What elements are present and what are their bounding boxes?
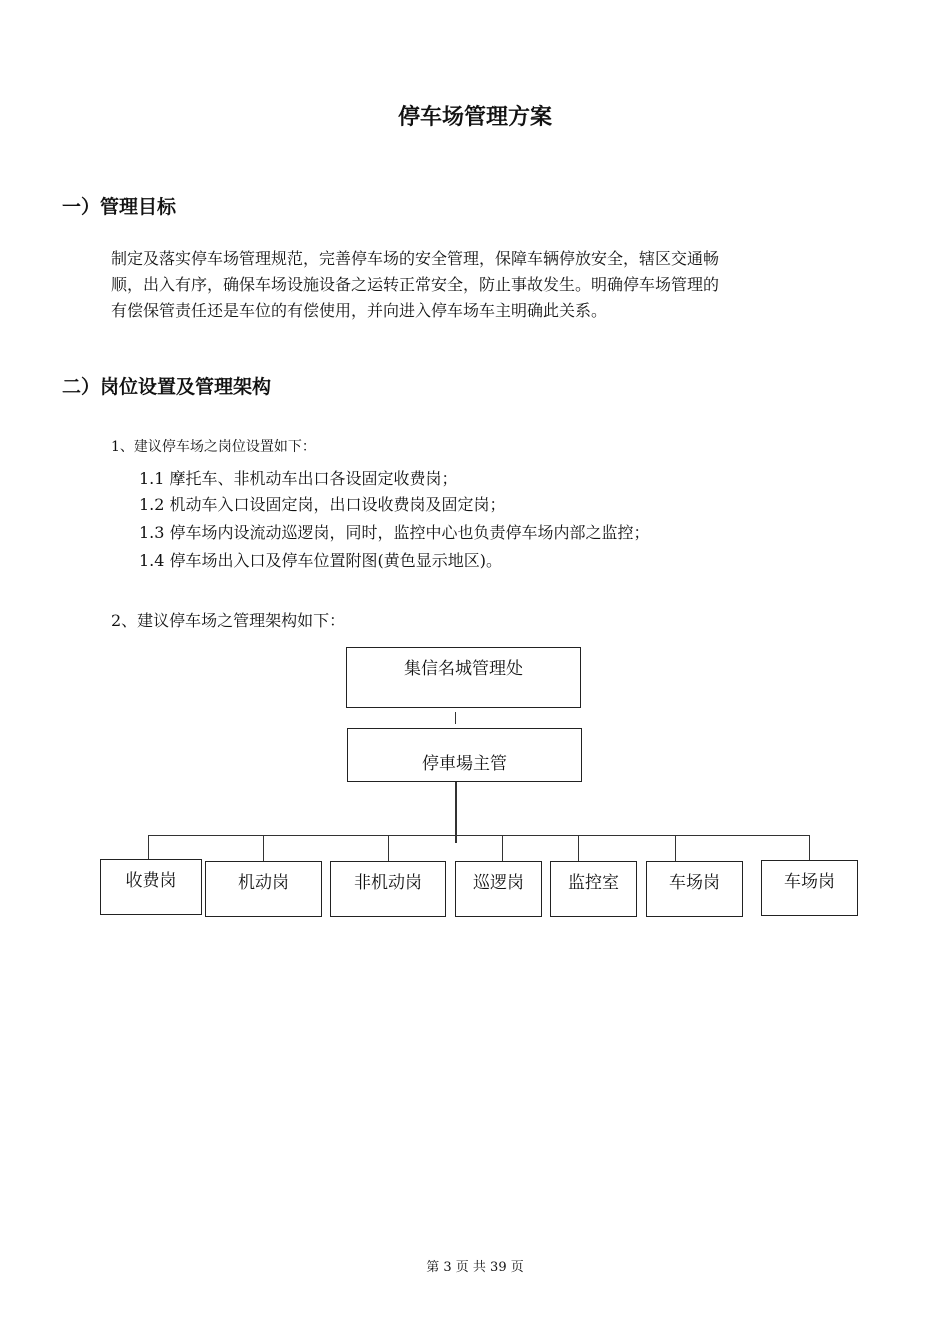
list-item: 1.1 摩托车、非机动车出口各设固定收费岗；	[139, 469, 458, 488]
connector-drop	[502, 835, 503, 861]
org-node-nonmotor-post	[330, 861, 446, 917]
connector-drop	[809, 835, 810, 860]
list-item: 1.3 停车场内设流动巡逻岗，同时，监控中心也负责停车场内部之监控；	[139, 523, 650, 542]
connector-bus	[148, 835, 810, 836]
org-node-label: 车场岗	[784, 872, 835, 892]
connector-drop	[578, 835, 579, 861]
org-node-toll-post	[100, 859, 202, 915]
connector-drop	[388, 835, 389, 861]
connector-mid-bus	[455, 781, 457, 843]
subheading-structure: 2、建议停车场之管理架构如下：	[111, 611, 346, 630]
connector-drop	[148, 835, 149, 859]
list-item: 1.4 停车场出入口及停车位置附图(黄色显示地区)。	[139, 551, 503, 570]
org-node-monitor-room	[550, 861, 637, 917]
org-node-label: 非机动岗	[354, 873, 422, 893]
page-footer: 第 3 页 共 39 页	[426, 1260, 524, 1275]
org-node-label: 机动岗	[238, 873, 289, 893]
org-node-label: 监控室	[568, 873, 619, 893]
connector-drop	[675, 835, 676, 861]
section-heading-goals: 一）管理目标	[62, 196, 177, 218]
connector-drop	[263, 835, 264, 861]
subheading-positions: 1、建议停车场之岗位设置如下：	[111, 439, 316, 455]
page-title: 停车场管理方案	[397, 105, 552, 130]
paragraph-line: 顺，出入有序，确保车场设施设备之运转正常安全，防止事故发生。明确停车场管理的	[111, 275, 720, 294]
org-node-motor-post	[205, 861, 322, 917]
org-node-label: 停車場主管	[422, 754, 507, 774]
org-node-parking-supervisor	[347, 728, 582, 782]
org-node-label: 车场岗	[669, 873, 720, 893]
paragraph-line: 有偿保管责任还是车位的有偿使用，并向进入停车场车主明确此关系。	[111, 301, 608, 320]
org-node-lot-post	[646, 861, 743, 917]
org-node-label: 收费岗	[125, 871, 177, 891]
section-heading-structure: 二）岗位设置及管理架构	[62, 376, 272, 398]
org-node-management-office	[346, 647, 581, 708]
connector-top-mid	[455, 712, 456, 724]
paragraph-line: 制定及落实停车场管理规范，完善停车场的安全管理，保障车辆停放安全，辖区交通畅	[111, 249, 720, 268]
org-node-label: 集信名城管理处	[404, 659, 523, 679]
org-node-label: 巡逻岗	[473, 873, 524, 893]
org-node-lot-post	[761, 860, 858, 916]
org-node-patrol-post	[455, 861, 542, 917]
list-item: 1.2 机动车入口设固定岗，出口设收费岗及固定岗；	[139, 495, 506, 514]
